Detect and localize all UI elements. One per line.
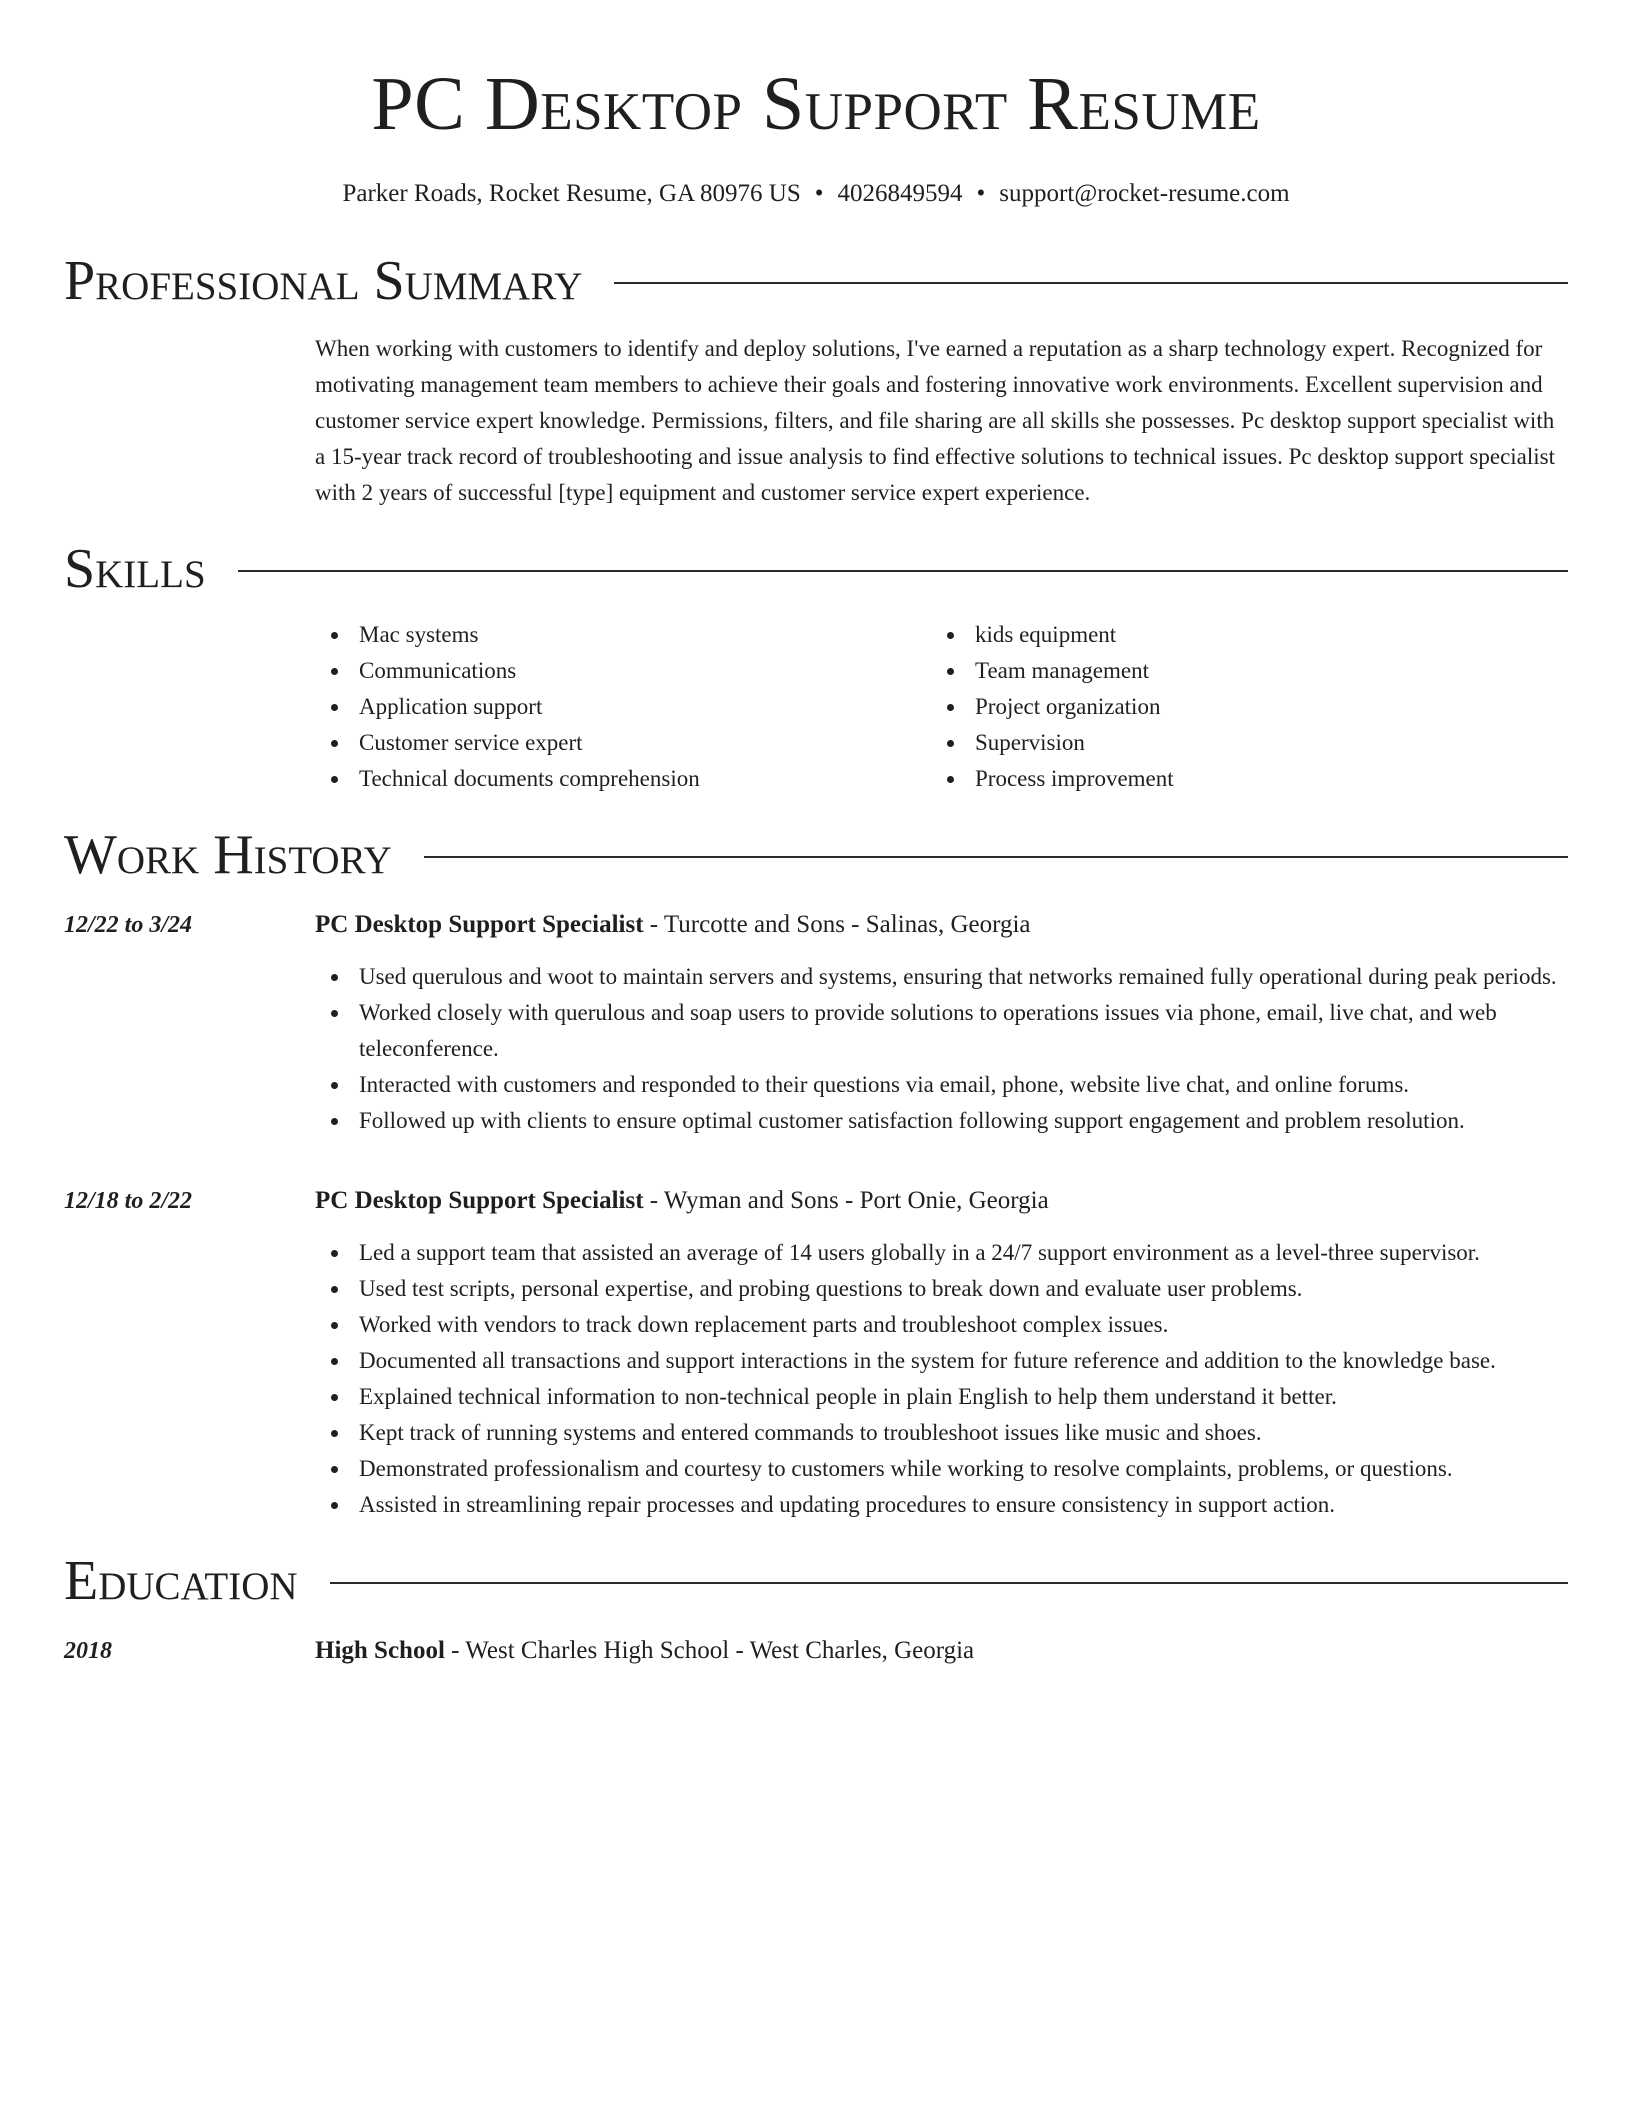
- job-employer: - Wyman and Sons - Port Onie, Georgia: [643, 1186, 1049, 1214]
- skill-item: Application support: [315, 689, 931, 725]
- section-divider: [424, 856, 1568, 858]
- job-bullet: Led a support team that assisted an average of 14 users globally in a 24/7 support environment as a level-three supervisor.: [315, 1235, 1568, 1271]
- education-degree: High School: [315, 1636, 445, 1664]
- job-heading: [315, 907, 1568, 943]
- job-bullet: Interacted with customers and responded to their questions via email, phone, website live chat, and online forums.: [315, 1067, 1568, 1103]
- section-header-work: [64, 823, 1568, 886]
- summary-text: When working with customers to identify and deploy solutions, I've earned a reputation as a sharp technology expert. Recognized for motivating management team members to achieve their goals and fostering innovative work environments. Excellent supervision and customer service expert knowledge. Permissions, filters, and file sharing are all skills she possesses. Pc desktop support specialist with a 15-year track record of troubleshooting and issue analysis to find effective solutions to technical issues. Pc desktop support specialist with 2 years of successful [type] equipment and customer service expert experience.: [315, 335, 1556, 505]
- section-title-skills: Skills: [64, 537, 206, 600]
- contact-separator: •: [814, 180, 824, 207]
- contact-line: [64, 178, 1568, 211]
- skill-item: Project organization: [931, 689, 1547, 725]
- job-employer: - Turcotte and Sons - Salinas, Georgia: [643, 910, 1031, 938]
- job-bullet: Used test scripts, personal expertise, and probing questions to break down and evaluate user problems.: [315, 1271, 1568, 1307]
- job-dates: 12/18 to 2/22: [64, 1187, 193, 1214]
- education-entry: [64, 1633, 1568, 1669]
- job-content: [315, 907, 1568, 1139]
- job-entry: [64, 907, 1568, 1139]
- skill-item: Supervision: [931, 725, 1547, 761]
- contact-address: Parker Roads, Rocket Resume, GA 80976 US: [342, 180, 801, 207]
- skills-list: [315, 617, 1568, 797]
- job-entry: [64, 1183, 1568, 1523]
- job-bullet: Worked closely with querulous and soap users to provide solutions to operations issues via phone, email, live chat, and web teleconference.: [315, 995, 1568, 1067]
- education-school: - West Charles High School - West Charles, Georgia: [444, 1636, 975, 1664]
- job-heading: [315, 1183, 1568, 1219]
- job-bullet: Assisted in streamlining repair processes and updating procedures to ensure consistency in support action.: [315, 1487, 1568, 1523]
- skills-column-right: [931, 617, 1547, 797]
- section-header-summary: [64, 249, 1568, 312]
- job-dates: 12/22 to 3/24: [64, 911, 193, 938]
- contact-phone: 4026849594: [837, 180, 963, 207]
- job-title: PC Desktop Support Specialist: [315, 1186, 644, 1214]
- job-bullet: Explained technical information to non-technical people in plain English to help them understand it better.: [315, 1379, 1568, 1415]
- skill-item: Technical documents comprehension: [315, 761, 931, 797]
- section-title-work: Work History: [64, 823, 392, 886]
- job-content: [315, 1183, 1568, 1523]
- job-bullet: Documented all transactions and support interactions in the system for future reference and addition to the knowledge base.: [315, 1343, 1568, 1379]
- job-bullet: Kept track of running systems and entered commands to troubleshoot issues like music and shoes.: [315, 1415, 1568, 1451]
- education-dates: 2018: [64, 1637, 112, 1664]
- skill-item: Customer service expert: [315, 725, 931, 761]
- job-bullets: [315, 959, 1568, 1139]
- section-divider: [330, 1582, 1568, 1584]
- job-bullets: [315, 1235, 1568, 1523]
- section-title-education: Education: [64, 1549, 298, 1612]
- section-divider: [238, 570, 1568, 572]
- job-bullet: Used querulous and woot to maintain servers and systems, ensuring that networks remained fully operational during peak periods.: [315, 959, 1568, 995]
- section-header-education: [64, 1549, 1568, 1612]
- job-bullet: Followed up with clients to ensure optimal customer satisfaction following support engagement and problem resolution.: [315, 1103, 1568, 1139]
- skills-column-left: [315, 617, 931, 797]
- skill-item: kids equipment: [931, 617, 1547, 653]
- education-content: [315, 1633, 1568, 1669]
- section-header-skills: [64, 537, 1568, 600]
- section-divider: [614, 282, 1568, 284]
- skill-item: Team management: [931, 653, 1547, 689]
- job-title: PC Desktop Support Specialist: [315, 910, 644, 938]
- education-heading: [315, 1633, 1568, 1669]
- section-title-summary: Professional Summary: [64, 249, 583, 312]
- resume-page: [64, 60, 1568, 1669]
- contact-email: support@rocket-resume.com: [999, 180, 1290, 207]
- contact-separator: •: [976, 180, 986, 207]
- job-bullet: Worked with vendors to track down replacement parts and troubleshoot complex issues.: [315, 1307, 1568, 1343]
- skill-item: Communications: [315, 653, 931, 689]
- skill-item: Mac systems: [315, 617, 931, 653]
- skill-item: Process improvement: [931, 761, 1547, 797]
- job-bullet: Demonstrated professionalism and courtesy to customers while working to resolve complaints, problems, or questions.: [315, 1451, 1568, 1487]
- page-title: PC Desktop Support Resume: [371, 62, 1261, 146]
